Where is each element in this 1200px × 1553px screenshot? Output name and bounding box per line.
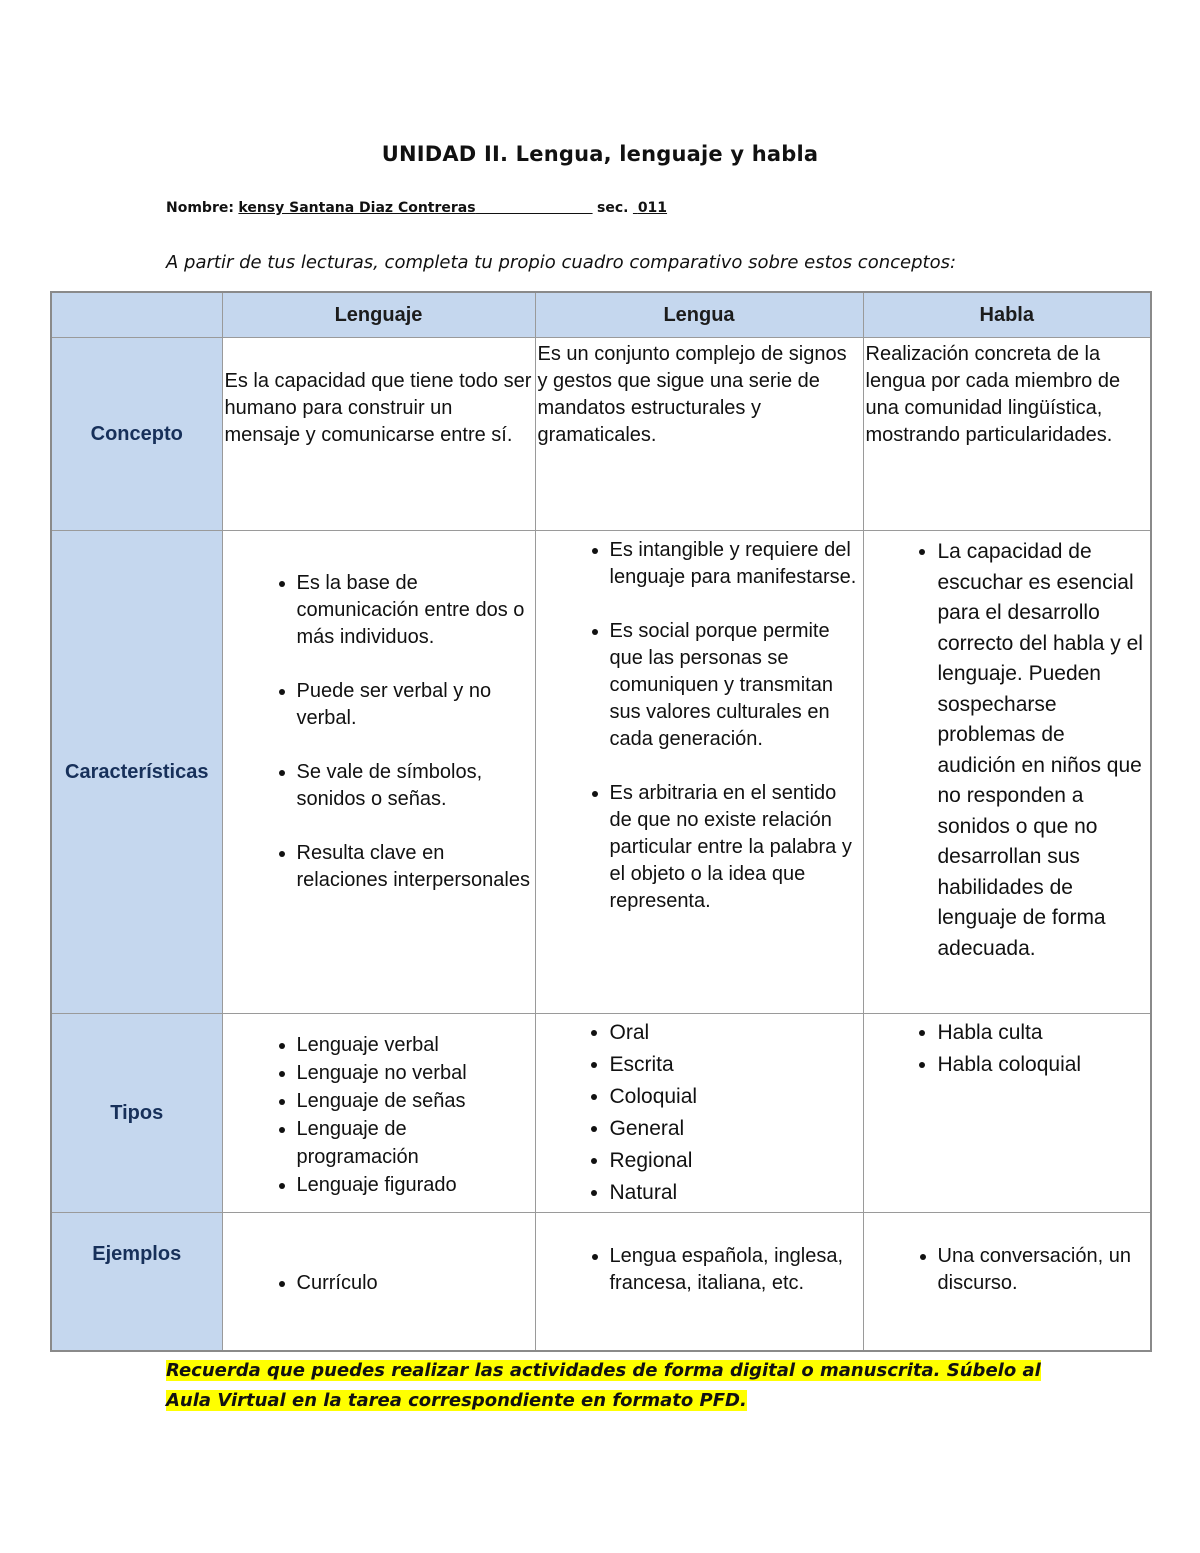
cell-caracteristicas-lengua <box>535 531 863 1014</box>
list-item: • La capacidad de escuchar es esencial para el desarrollo correcto del habla y el lenguaje. Pueden sospecharse problemas de audición en niños que no responden a sonidos o que no desarrollan sus habilidades de lenguaje de forma adecuada. <box>938 537 1149 964</box>
list-item: • Es social porque permite que las personas se comuniquen y transmitan sus valores culturales en cada generación. <box>610 618 861 753</box>
cell-concepto-lengua <box>535 338 863 531</box>
list-item: • Lenguaje no verbal <box>297 1059 533 1087</box>
list-item: • Regional <box>610 1145 861 1177</box>
tipos-lengua-list <box>538 1017 861 1209</box>
list-item: • Habla culta <box>938 1017 1149 1049</box>
concepto-lengua-text: Es un conjunto complejo de signos y gestos que sigue una serie de mandatos estructurales y gramaticales. <box>537 343 847 446</box>
sec-value: 011 <box>637 200 668 216</box>
list-item: • Puede ser verbal y no verbal. <box>297 678 533 732</box>
list-item: • Se vale de símbolos, sonidos o señas. <box>297 759 533 813</box>
cell-tipos-habla <box>863 1014 1151 1213</box>
row-header-tipos: Tipos <box>51 1014 222 1213</box>
list-item: • Lenguaje verbal <box>297 1031 533 1059</box>
reminder-note <box>166 1356 1041 1416</box>
list-item: • Una conversación, un discurso. <box>938 1243 1149 1297</box>
list-item: • Escrita <box>610 1049 861 1081</box>
list-item: • Oral <box>610 1017 861 1049</box>
row-header-concepto: Concepto <box>51 338 222 531</box>
student-info-line <box>166 200 667 216</box>
list-item: • Es arbitraria en el sentido de que no existe relación particular entre la palabra y el objeto o la idea que representa. <box>610 780 861 915</box>
comparison-table <box>50 291 1152 1352</box>
tipos-habla-list <box>866 1017 1149 1081</box>
concepto-habla-text: Realización concreta de la lengua por cada miembro de una comunidad lingüística, mostrando particularidades. <box>865 343 1121 446</box>
cell-caracteristicas-habla <box>863 531 1151 1014</box>
ejemplos-lenguaje-list <box>225 1270 533 1297</box>
instruction-text: A partir de tus lecturas, completa tu propio cuadro comparativo sobre estos conceptos: <box>166 252 957 273</box>
list-item: • Lenguaje de señas <box>297 1087 533 1115</box>
cell-caracteristicas-lenguaje <box>222 531 535 1014</box>
caracteristicas-habla-list <box>866 537 1149 964</box>
nombre-value: kensy Santana Diaz Contreras <box>238 200 476 216</box>
list-item: • Lengua española, inglesa, francesa, italiana, etc. <box>610 1243 861 1297</box>
sec-label: sec. <box>597 200 629 216</box>
row-header-caracteristicas: Características <box>51 531 222 1014</box>
nombre-label: Nombre: <box>166 200 234 216</box>
cell-concepto-habla <box>863 338 1151 531</box>
caracteristicas-lenguaje-list <box>225 570 533 894</box>
cell-ejemplos-lenguaje <box>222 1213 535 1351</box>
column-header-habla: Habla <box>863 292 1151 338</box>
table-header-row <box>51 292 1151 338</box>
cell-concepto-lenguaje <box>222 338 535 531</box>
list-item: • Lenguaje figurado <box>297 1171 533 1199</box>
tipos-lenguaje-list <box>225 1031 533 1199</box>
list-item: • Resulta clave en relaciones interpersonales <box>297 840 533 894</box>
table-row-concepto <box>51 338 1151 531</box>
list-item: • Currículo <box>297 1270 533 1297</box>
ejemplos-label-text: Ejemplos <box>92 1243 182 1265</box>
table-row-caracteristicas <box>51 531 1151 1014</box>
table-row-ejemplos <box>51 1213 1151 1351</box>
table-row-tipos <box>51 1014 1151 1213</box>
column-header-lengua: Lengua <box>535 292 863 338</box>
list-item: • Coloquial <box>610 1081 861 1113</box>
column-header-lenguaje: Lenguaje <box>222 292 535 338</box>
list-item: • Es intangible y requiere del lenguaje para manifestarse. <box>610 537 861 591</box>
caracteristicas-lengua-list <box>538 537 861 915</box>
row-header-ejemplos <box>51 1213 222 1351</box>
cell-tipos-lenguaje <box>222 1014 535 1213</box>
page-title: UNIDAD II. Lengua, lenguaje y habla <box>381 142 819 166</box>
reminder-line-1: Recuerda que puedes realizar las actividades de forma digital o manuscrita. Súbelo al <box>166 1360 1041 1381</box>
cell-ejemplos-lengua <box>535 1213 863 1351</box>
ejemplos-lengua-list <box>538 1243 861 1297</box>
list-item: • General <box>610 1113 861 1145</box>
reminder-line-2: Aula Virtual en la tarea correspondiente en formato PFD. <box>166 1390 747 1411</box>
list-item: • Lenguaje de programación <box>297 1115 533 1171</box>
cell-tipos-lengua <box>535 1014 863 1213</box>
list-item: • Habla coloquial <box>938 1049 1149 1081</box>
list-item: • Natural <box>610 1177 861 1209</box>
cell-ejemplos-habla <box>863 1213 1151 1351</box>
empty-header-cell <box>51 292 222 338</box>
ejemplos-habla-list <box>866 1243 1149 1297</box>
concepto-lenguaje-text: Es la capacidad que tiene todo ser humano para construir un mensaje y comunicarse entre sí. <box>224 370 532 446</box>
list-item: • Es la base de comunicación entre dos o más individuos. <box>297 570 533 651</box>
